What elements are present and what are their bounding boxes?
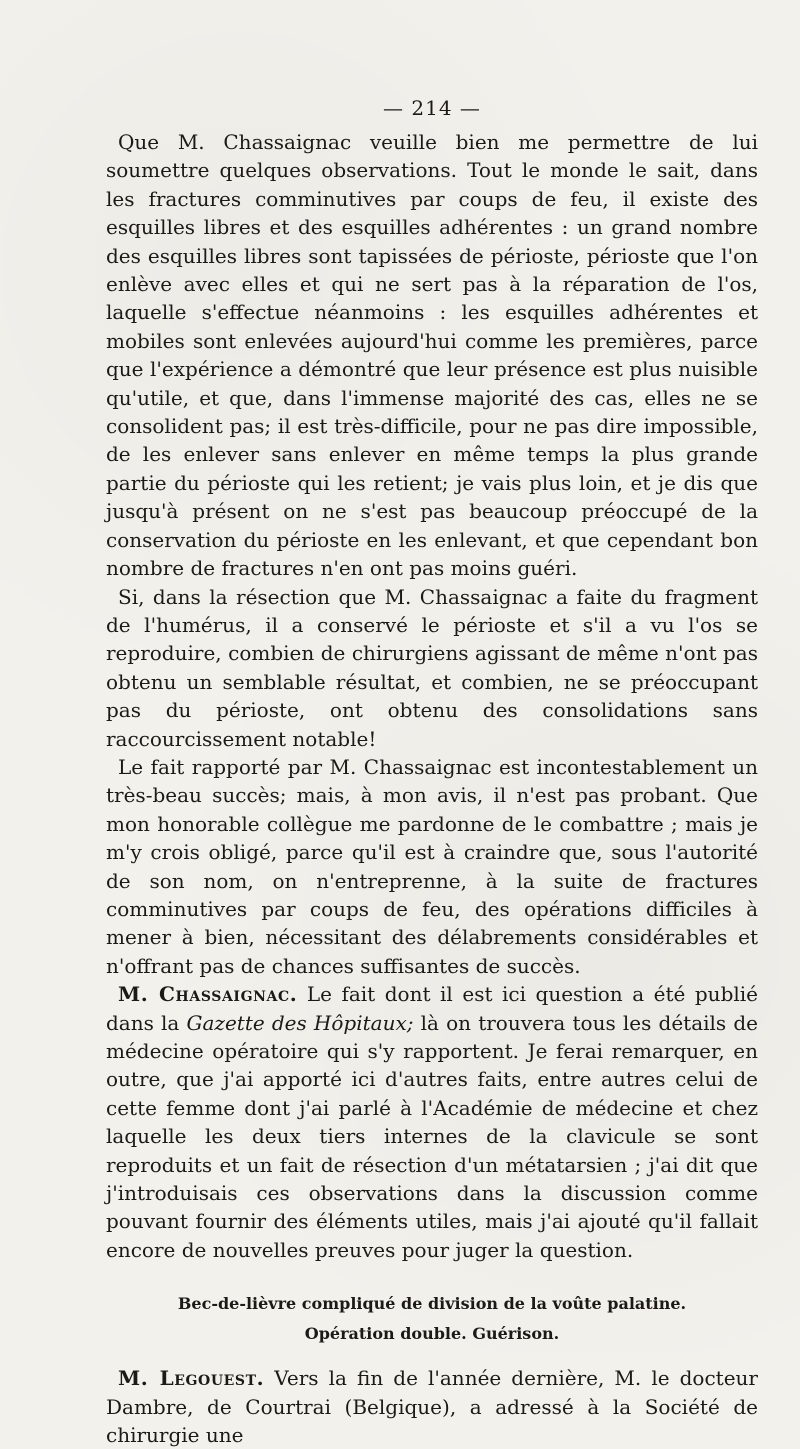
- paragraph-2: Si, dans la résection que M. Chassaignac a faite du fragment de l'humérus, il a conservé le périoste et s'il a vu l'os se reproduire, combien de chirurgiens agissant de même n'ont pas obtenu un semblable résultat, et combien, ne se préoccupant pas du périoste, ont obtenu des consolidations sans raccourcissement notable!: [106, 584, 758, 751]
- page-number: — 214 —: [383, 96, 481, 120]
- legouest-paragraph: [106, 1364, 758, 1449]
- section-heading-line-1: Bec-de-lièvre compliqué de division de la voûte palatine.: [177, 1294, 687, 1314]
- paragraph-1: Que M. Chassaignac veuille bien me permettre de lui soumettre quelques observations. Tout le monde le sait, dans les fractures comminutives par coups de feu, il existe des esquilles libres et des esquilles adhérentes : un grand nombre des esquilles libres sont tapissées de périoste, périoste que l'on enlève avec elles et qui ne sert pas à la réparation de l'os, laquelle s'effectue néanmoins : les esquilles adhérentes et mobiles sont enlevées aujourd'hui comme les premières, parce que l'expérience a démontré que leur présence est plus nuisible qu'utile, et que, dans l'immense majorité des cas, elles ne se consolident pas; il est très-difficile, pour ne pas dire impossible, de les enlever sans enlever en même temps la plus grande partie du périoste qui les retient; je vais plus loin, et je dis que jusqu'à présent on ne s'est pas beaucoup préoccupé de la conservation du périoste en les enlevant, et que cependant bon nombre de fractures n'en ont pas moins guéri.: [106, 130, 758, 581]
- journal-title: Gazette des Hôpitaux;: [186, 1010, 414, 1035]
- chassaignac-reply-paragraph: [106, 980, 758, 1264]
- speaker-legouest: M. Legouest.: [118, 1366, 265, 1391]
- paragraph-3: Le fait rapporté par M. Chassaignac est incontestablement un très-beau succès; mais, à mon avis, il n'est pas probant. Que mon honorable collègue me pardonne de le combattre ; mais je m'y crois obligé, parce qu'il est à craindre que, sous l'autorité de son nom, on n'entreprenne, à la suite de fractures comminutives par coups de feu, des opérations difficiles à mener à bien, nécessitant des délabrements considérables et n'offrant pas de chances suffisantes de succès.: [106, 754, 758, 978]
- section-heading-line-2: Opération double. Guérison.: [304, 1324, 560, 1344]
- reply-text-part-2: là on trouvera tous les détails de médecine opératoire qui s'y rapportent. Je ferai remarquer, en outre, que j'ai apporté ici d'autres faits, entre autres celui de cette femme dont j'ai parlé à l'Académie de médecine et chez laquelle les deux tiers internes de la clavicule se sont reproduits et un fait de résection d'un métatarsien ; j'ai dit que j'introduisais ces observations dans la discussion comme pouvant fournir des éléments utiles, mais j'ai ajouté qu'il fallait encore de nouvelles preuves pour juger la question.: [106, 1010, 758, 1262]
- reply-text-part-1: Le fait dont il est ici question a été publié dans la: [106, 982, 758, 1035]
- legouest-text: Vers la fin de l'année dernière, M. le docteur Dambre, de Courtrai (Belgique), a adressé à la Société de chirurgie une: [106, 1366, 758, 1448]
- speaker-chassaignac: M. Chassaignac.: [118, 982, 298, 1007]
